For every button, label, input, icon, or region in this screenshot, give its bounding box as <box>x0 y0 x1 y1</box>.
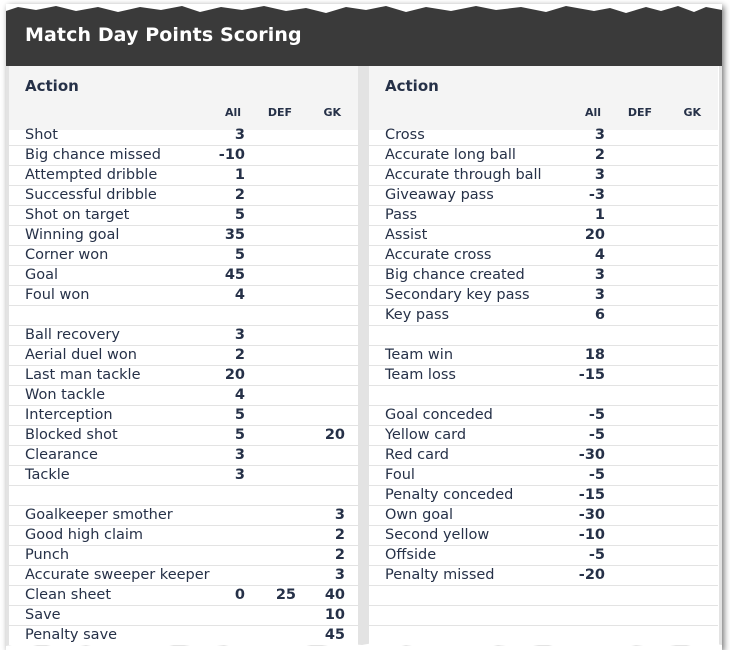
action-name: Giveaway pass <box>385 187 494 203</box>
action-name: Tackle <box>25 467 70 483</box>
action-name: Penalty save <box>25 627 118 643</box>
table-row <box>9 286 358 306</box>
action-name: Foul won <box>25 287 90 303</box>
table-row <box>9 146 358 166</box>
torn-edge-top <box>6 4 722 20</box>
action-name: Corner won <box>25 247 109 263</box>
action-name: Save <box>25 607 61 623</box>
all-value: -20 <box>578 567 605 583</box>
all-value: 3 <box>594 127 605 143</box>
right-table-header <box>369 66 718 130</box>
table-row <box>369 446 718 466</box>
table-row <box>9 206 358 226</box>
action-name: Clearance <box>25 447 98 463</box>
action-name: Winning goal <box>25 227 120 243</box>
action-name: Pass <box>385 207 418 223</box>
all-value: 2 <box>234 347 245 363</box>
all-value: -10 <box>578 527 605 543</box>
action-name: Big chance missed <box>25 147 161 163</box>
gk-value: 2 <box>334 527 345 543</box>
left-table-rows <box>9 126 358 646</box>
action-name: Punch <box>25 547 70 563</box>
action-name: Offside <box>385 547 437 563</box>
all-value: 3 <box>234 467 245 483</box>
all-value: 3 <box>594 287 605 303</box>
all-value: 3 <box>594 167 605 183</box>
all-value: 4 <box>594 247 605 263</box>
table-row <box>369 426 718 446</box>
all-value: 5 <box>234 427 245 443</box>
all-value: -5 <box>588 467 605 483</box>
right-border <box>719 66 722 650</box>
left-table <box>9 66 358 650</box>
table-row <box>9 166 358 186</box>
table-row <box>369 566 718 586</box>
all-value: 1 <box>594 207 605 223</box>
all-value: 4 <box>234 287 245 303</box>
action-name: Yellow card <box>385 427 467 443</box>
action-name: Goalkeeper smother <box>25 507 173 523</box>
table-row <box>9 326 358 346</box>
all-column-header: All <box>584 106 601 119</box>
action-name: Aerial duel won <box>25 347 137 363</box>
all-value: -30 <box>578 507 605 523</box>
table-row <box>369 366 718 386</box>
table-row <box>369 126 718 146</box>
all-value: 45 <box>224 267 245 283</box>
all-value: 20 <box>584 227 605 243</box>
table-row <box>369 286 718 306</box>
table-row <box>9 126 358 146</box>
all-value: 5 <box>234 207 245 223</box>
table-row <box>369 306 718 326</box>
action-name: Goal conceded <box>385 407 493 423</box>
action-name: Penalty missed <box>385 567 495 583</box>
all-value: 3 <box>234 127 245 143</box>
all-value: 1 <box>234 167 245 183</box>
action-name: Accurate cross <box>385 247 492 263</box>
action-column-header: Action <box>25 77 79 95</box>
all-value: -15 <box>578 367 605 383</box>
table-row <box>369 466 718 486</box>
table-row <box>9 346 358 366</box>
all-value: 18 <box>584 347 605 363</box>
action-name: Interception <box>25 407 113 423</box>
all-value: -3 <box>588 187 605 203</box>
action-name: Cross <box>385 127 425 143</box>
table-row <box>9 306 358 326</box>
table-row <box>9 526 358 546</box>
gk-value: 3 <box>334 507 345 523</box>
action-name: Goal <box>25 267 59 283</box>
action-name: Accurate long ball <box>385 147 516 163</box>
table-row <box>9 266 358 286</box>
action-name: Ball recovery <box>25 327 120 343</box>
gk-value: 2 <box>334 547 345 563</box>
action-name: Clean sheet <box>25 587 112 603</box>
table-row <box>9 226 358 246</box>
all-value: -5 <box>588 407 605 423</box>
all-value: 3 <box>594 267 605 283</box>
table-row <box>9 566 358 586</box>
action-name: Big chance created <box>385 267 525 283</box>
all-value: 3 <box>234 447 245 463</box>
gk-value: 40 <box>324 587 345 603</box>
all-value: 20 <box>224 367 245 383</box>
action-name: Secondary key pass <box>385 287 530 303</box>
action-name: Key pass <box>385 307 450 323</box>
table-row <box>369 226 718 246</box>
gk-value: 20 <box>324 427 345 443</box>
all-value: 6 <box>594 307 605 323</box>
action-name: Second yellow <box>385 527 490 543</box>
gk-value: 10 <box>324 607 345 623</box>
scoring-card <box>6 4 722 650</box>
table-row <box>9 466 358 486</box>
table-row <box>9 426 358 446</box>
action-name: Shot on target <box>25 207 130 223</box>
table-row <box>9 246 358 266</box>
all-value: -10 <box>218 147 245 163</box>
table-row <box>9 186 358 206</box>
table-row <box>369 346 718 366</box>
all-value: 2 <box>594 147 605 163</box>
table-row <box>9 386 358 406</box>
table-row <box>9 486 358 506</box>
def-column-header: DEF <box>267 106 292 119</box>
action-name: Foul <box>385 467 415 483</box>
table-row <box>369 506 718 526</box>
all-value: -5 <box>588 547 605 563</box>
table-row <box>369 406 718 426</box>
gk-value: 3 <box>334 567 345 583</box>
table-row <box>369 386 718 406</box>
table-row <box>369 206 718 226</box>
table-row <box>9 446 358 466</box>
action-name: Team loss <box>385 367 456 383</box>
all-value: 2 <box>234 187 245 203</box>
def-value: 25 <box>275 587 296 603</box>
table-row <box>369 166 718 186</box>
table-row <box>9 546 358 566</box>
column-divider <box>358 66 369 650</box>
table-row <box>369 146 718 166</box>
all-value: 3 <box>234 327 245 343</box>
all-value: 0 <box>234 587 245 603</box>
gk-column-header: GK <box>323 106 341 119</box>
table-row <box>369 586 718 606</box>
all-column-header: All <box>224 106 241 119</box>
right-table <box>369 66 718 650</box>
table-row <box>9 406 358 426</box>
table-row <box>369 546 718 566</box>
all-value: 35 <box>224 227 245 243</box>
action-column-header: Action <box>385 77 439 95</box>
all-value: 4 <box>234 387 245 403</box>
table-row <box>369 246 718 266</box>
table-row <box>369 486 718 506</box>
action-name: Accurate through ball <box>385 167 542 183</box>
torn-edge-bottom <box>6 632 722 650</box>
table-row <box>369 526 718 546</box>
action-name: Won tackle <box>25 387 106 403</box>
action-name: Team win <box>385 347 454 363</box>
all-value: 5 <box>234 247 245 263</box>
def-column-header: DEF <box>627 106 652 119</box>
table-row <box>9 586 358 606</box>
table-row <box>9 506 358 526</box>
table-row <box>369 266 718 286</box>
table-row <box>369 186 718 206</box>
action-name: Attempted dribble <box>25 167 158 183</box>
table-row <box>9 606 358 626</box>
action-name: Red card <box>385 447 449 463</box>
action-name: Last man tackle <box>25 367 141 383</box>
table-row <box>369 606 718 626</box>
action-name: Blocked shot <box>25 427 118 443</box>
table-row <box>369 326 718 346</box>
action-name: Good high claim <box>25 527 144 543</box>
all-value: -5 <box>588 427 605 443</box>
all-value: 5 <box>234 407 245 423</box>
action-name: Shot <box>25 127 58 143</box>
action-name: Own goal <box>385 507 454 523</box>
gk-value: 45 <box>324 627 345 643</box>
all-value: -15 <box>578 487 605 503</box>
page-title: Match Day Points Scoring <box>25 24 302 46</box>
action-name: Accurate sweeper keeper <box>25 567 210 583</box>
table-row <box>9 366 358 386</box>
action-name: Assist <box>385 227 428 243</box>
action-name: Successful dribble <box>25 187 157 203</box>
gk-column-header: GK <box>683 106 701 119</box>
all-value: -30 <box>578 447 605 463</box>
right-table-rows <box>369 126 718 646</box>
left-table-header <box>9 66 358 130</box>
action-name: Penalty conceded <box>385 487 514 503</box>
